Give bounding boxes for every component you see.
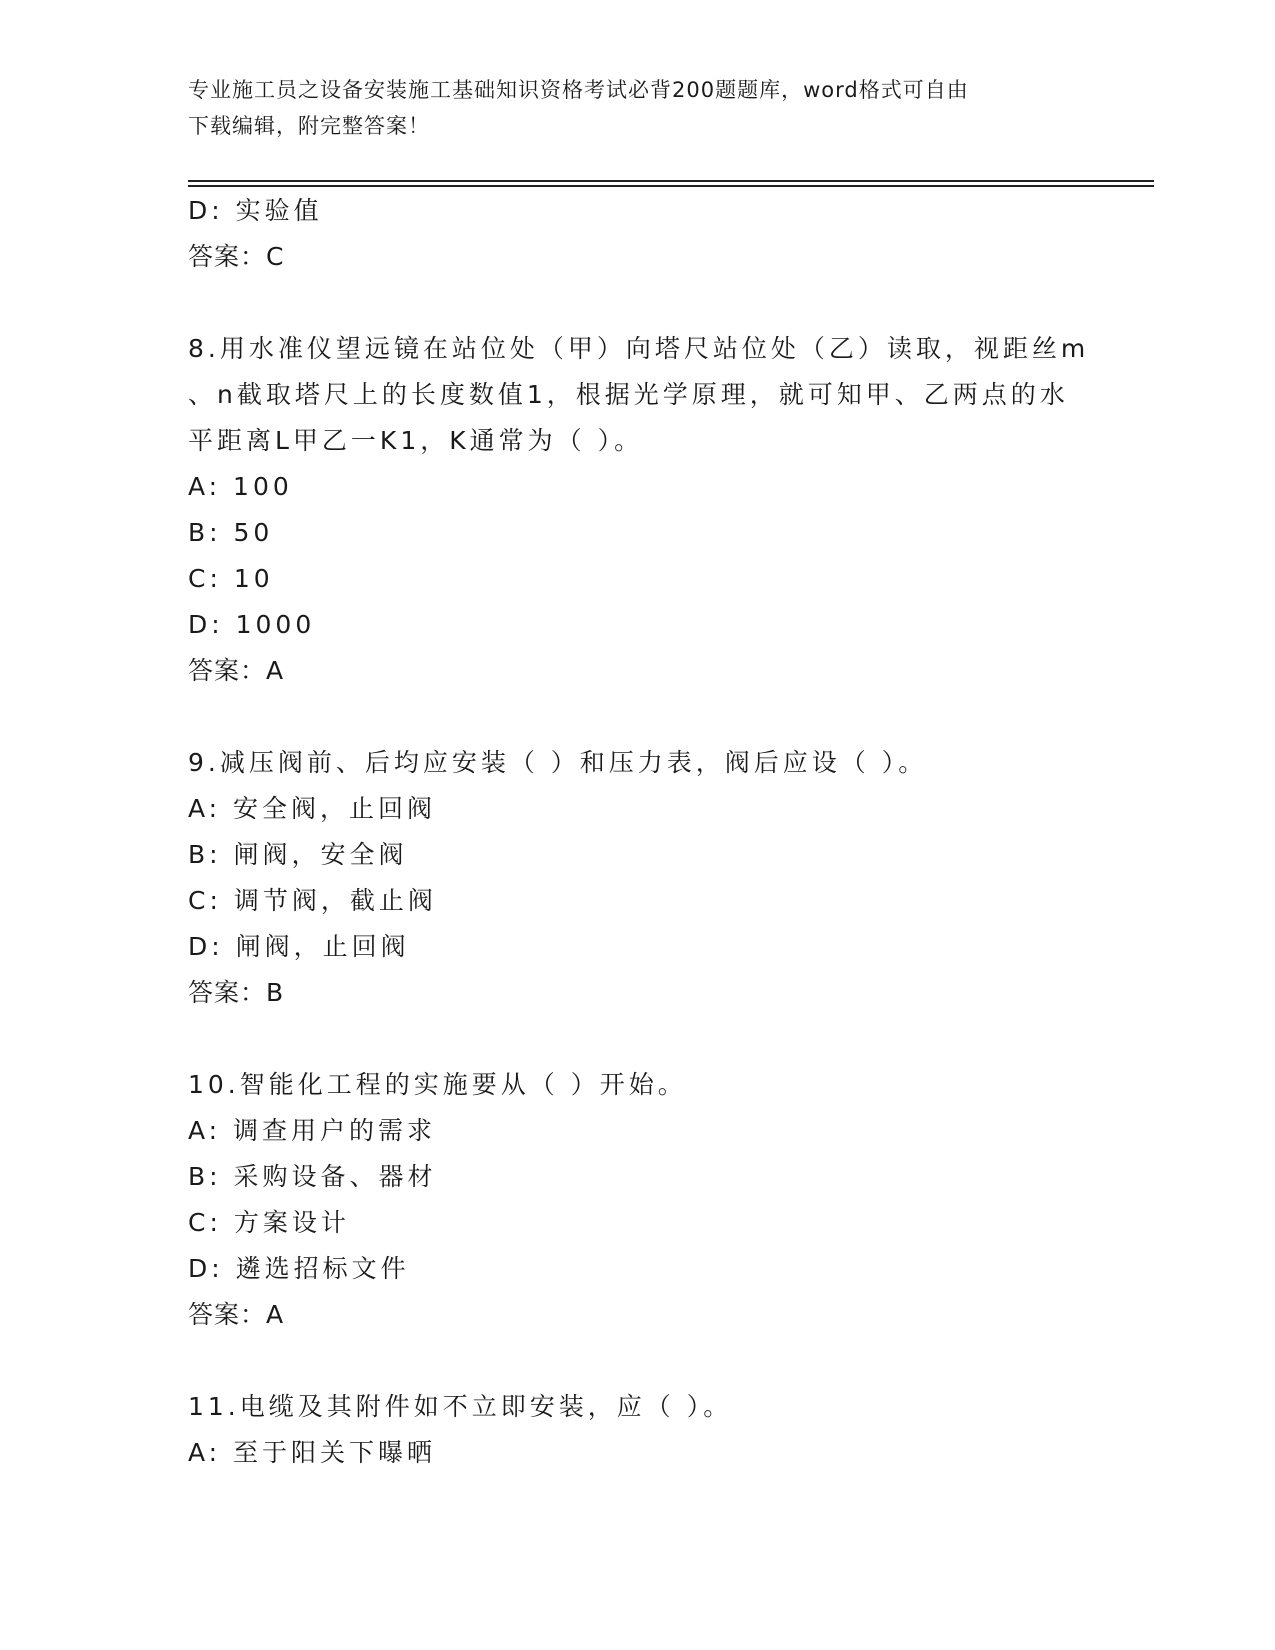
q9-option-a: A: 安全阀，止回阀 — [188, 794, 437, 823]
q10-text-line-1: 10.智能化工程的实施要从（ ）开始。 — [188, 1070, 687, 1099]
spacer — [188, 1016, 1088, 1062]
q10-answer: 答案：A — [188, 1300, 285, 1329]
spacer — [188, 1338, 1088, 1384]
document-header — [188, 72, 1088, 144]
q9-option-b: B: 闸阀，安全阀 — [188, 840, 408, 869]
q10-option-d: D: 遴选招标文件 — [188, 1254, 410, 1283]
q8-option-d: D: 1000 — [188, 610, 316, 639]
header-rule-bottom — [188, 185, 1154, 187]
q9-option-c: C: 调节阀，截止阀 — [188, 886, 437, 915]
q8-option-c: C: 10 — [188, 564, 274, 593]
header-rule-top — [188, 180, 1154, 182]
prev-answer: 答案：C — [188, 242, 285, 271]
header-title-line-1: 专业施工员之设备安装施工基础知识资格考试必背200题题库，word格式可自由 — [188, 78, 969, 102]
q8-text-line-2: 、n截取塔尺上的长度数值1，根据光学原理，就可知甲、乙两点的水 — [188, 380, 1069, 409]
q8-text-line-1: 8.用水准仪望远镜在站位处（甲）向塔尺站位处（乙）读取，视距丝m — [188, 334, 1090, 363]
spacer — [188, 694, 1088, 740]
q9-answer: 答案：B — [188, 978, 285, 1007]
q11-option-a: A: 至于阳关下曝晒 — [188, 1438, 437, 1467]
q10-option-c: C: 方案设计 — [188, 1208, 350, 1237]
spacer — [188, 280, 1088, 326]
header-title-line-2: 下载编辑，附完整答案！ — [188, 114, 430, 138]
q9-text-line-1: 9.减压阀前、后均应安装（ ）和压力表，阀后应设（ ）。 — [188, 748, 928, 777]
q8-option-b: B: 50 — [188, 518, 274, 547]
q10-option-a: A: 调查用户的需求 — [188, 1116, 437, 1145]
q9-option-d: D: 闸阀，止回阀 — [188, 932, 410, 961]
q8-option-a: A: 100 — [188, 472, 293, 501]
q10-option-b: B: 采购设备、器材 — [188, 1162, 437, 1191]
question-list — [188, 188, 1088, 1476]
prev-option-d: D: 实验值 — [188, 196, 323, 225]
q8-text-line-3: 平距离L甲乙一K1，K通常为（ ）。 — [188, 426, 644, 455]
q11-text-line-1: 11.电缆及其附件如不立即安装，应（ ）。 — [188, 1392, 733, 1421]
q8-answer: 答案：A — [188, 656, 285, 685]
